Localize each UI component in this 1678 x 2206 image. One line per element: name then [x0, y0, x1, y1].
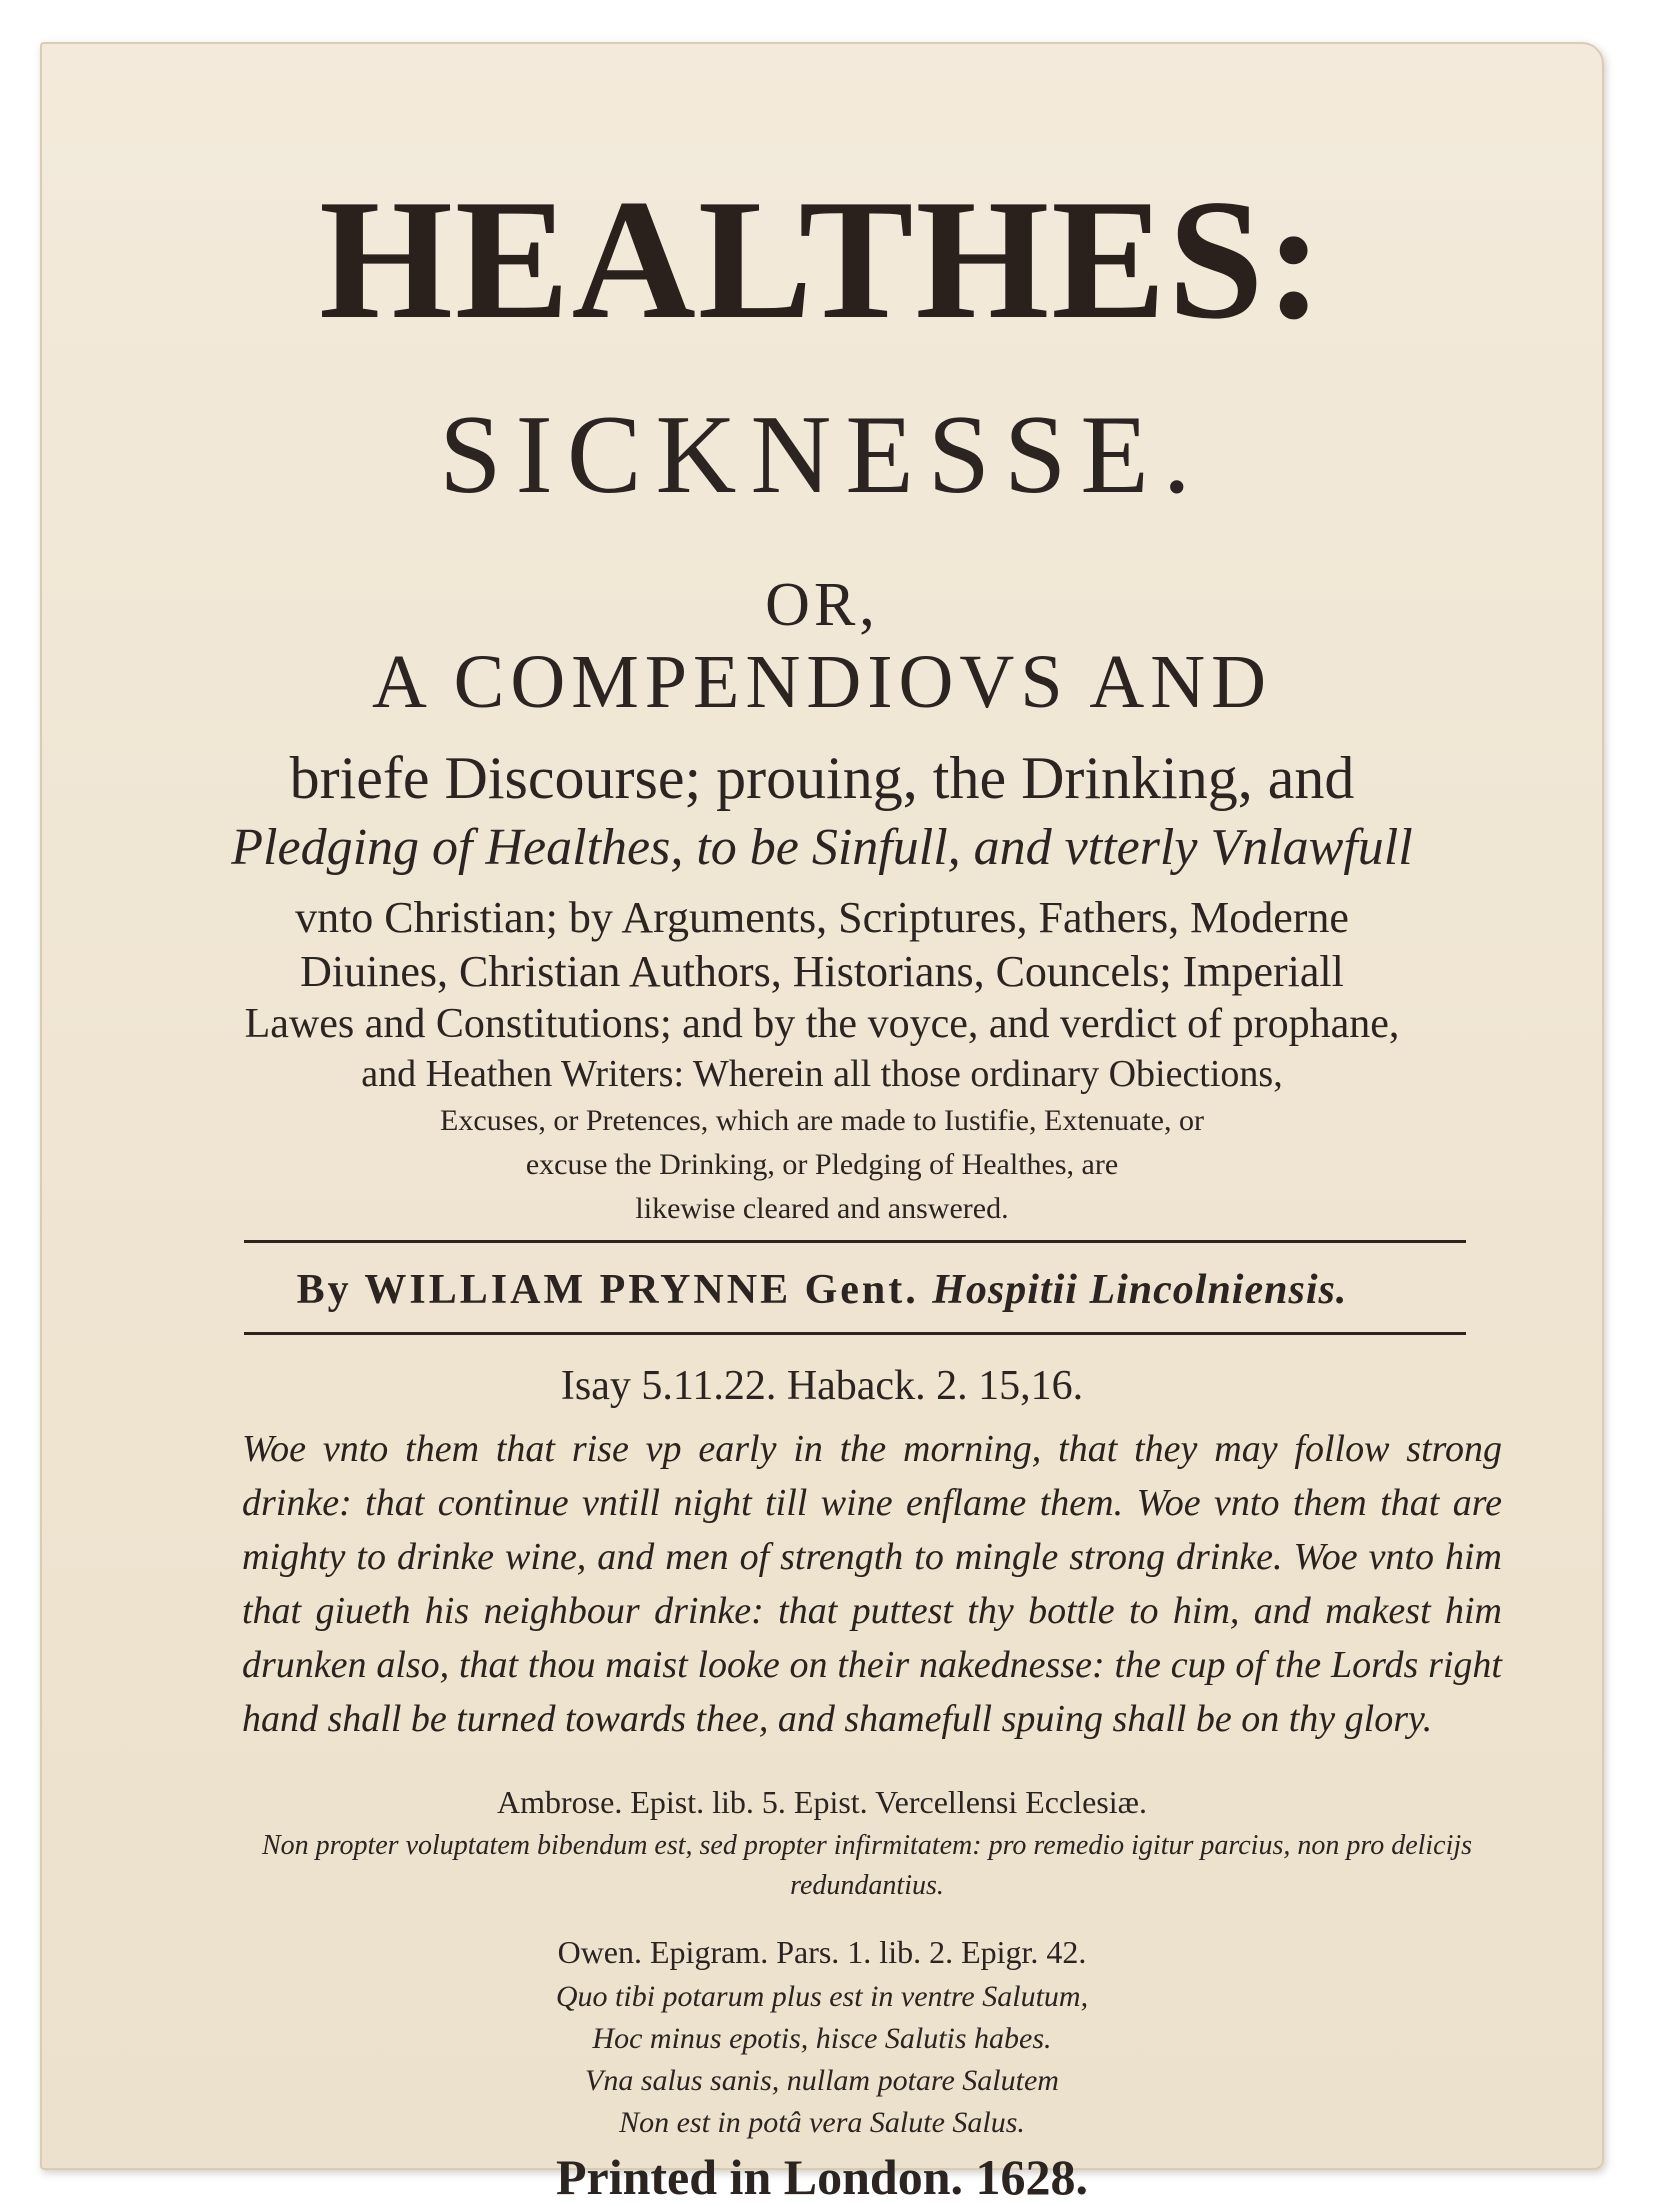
book-subtitle: SICKNESSE. [439, 393, 1205, 517]
epigram-line: Hoc minus epotis, hisce Salutis habes. [592, 2022, 1052, 2055]
ambrose-reference: Ambrose. Epist. lib. 5. Epist. Vercellensi Ecclesiæ. [497, 1784, 1147, 1820]
description-line: Pledging of Healthes, to be Sinfull, and vtterly Vnlawfull [231, 819, 1413, 876]
title-page [40, 42, 1604, 2205]
divider-top [244, 1240, 1466, 1243]
description-line: Excuses, or Pretences, which are made to Iustifie, Extenuate, or [440, 1104, 1204, 1137]
author-affiliation: Hospitii Lincolniensis. [932, 1267, 1348, 1313]
epigram-line: Quo tibi potarum plus est in ventre Salutum, [555, 1980, 1089, 2013]
scripture-text: Woe vnto them that rise vp early in the morning, that they may follow strong drinke: that continue vntill night till wine enflame them. Woe vnto them that are mighty to drinke wine, and men of strength to mingle strong drinke. Woe vnto him that giueth his neighbour drinke: that puttest thy bottle to him, and makest him drunken also, that thou maist looke on their nakednesse: the cup of the Lords right hand shall be turned towards thee, and shamefull spuing shall be on thy glory. [242, 1428, 1502, 1740]
owen-reference: Owen. Epigram. Pars. 1. lib. 2. Epigr. 42. [557, 1934, 1087, 1970]
imprint: Printed in London. 1628. [555, 2149, 1089, 2205]
epigram-line: Vna salus sanis, nullam potare Salutem [585, 2064, 1059, 2097]
book-title: HEALTHES: [319, 165, 1325, 355]
description-line: Diuines, Christian Authors, Historians, Councels; Imperiall [300, 947, 1344, 996]
description-line: vnto Christian; by Arguments, Scriptures, Fathers, Moderne [295, 893, 1349, 942]
subtitle-compendious: A COMPENDIOVS AND [371, 640, 1273, 724]
divider-bottom [244, 1332, 1466, 1335]
author-name: By WILLIAM PRYNNE Gent. [296, 1267, 919, 1313]
scripture-reference: Isay 5.11.22. Haback. 2. 15,16. [560, 1363, 1084, 1409]
description-line: and Heathen Writers: Wherein all those ordinary Obiections, [361, 1053, 1283, 1095]
description-line: likewise cleared and answered. [635, 1192, 1009, 1225]
description-line: excuse the Drinking, or Pledging of Healthes, are [525, 1148, 1119, 1181]
author-line [42, 1266, 1602, 1314]
description-line: Lawes and Constitutions; and by the voyce, and verdict of prophane, [244, 1001, 1400, 1047]
subtitle-or: OR, [765, 571, 879, 639]
ambrose-quote: Non propter voluptatem bibendum est, sed propter infirmitatem: pro remedio igitur parcius, non pro delicijs redundantius. [261, 1830, 1473, 1901]
description-line: briefe Discourse; prouing, the Drinking, and [289, 745, 1355, 811]
epigram-line: Non est in potâ vera Salute Salus. [619, 2106, 1025, 2139]
